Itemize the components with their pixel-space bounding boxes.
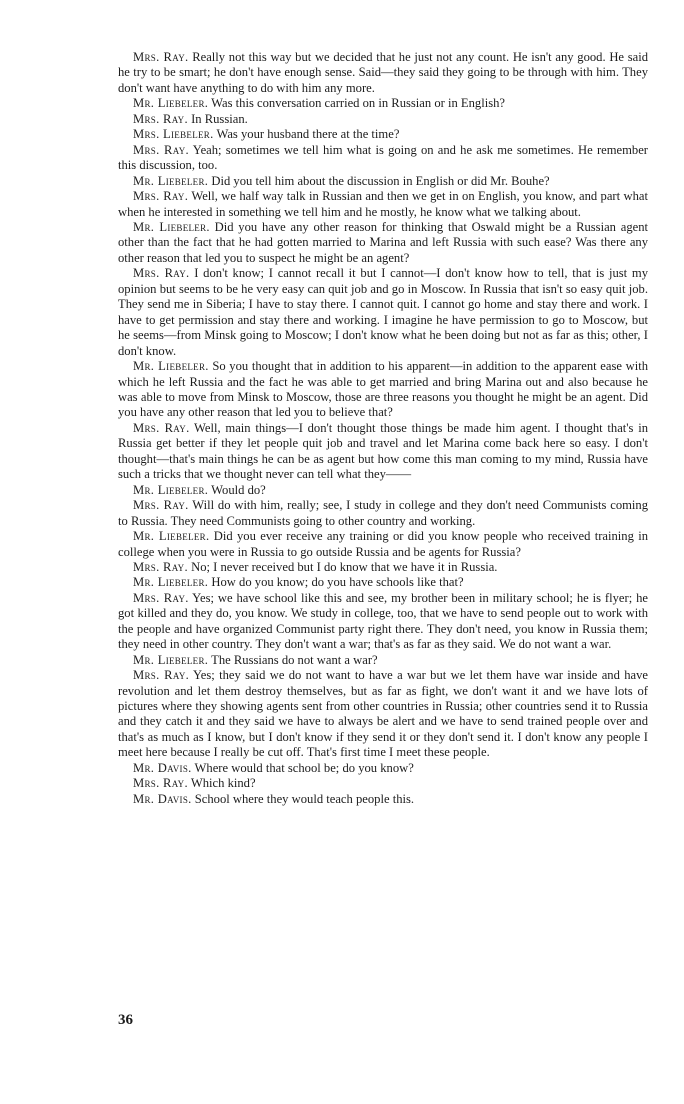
testimony-paragraph [118, 498, 648, 529]
speaker-name: Mr. Liebeler. [133, 359, 209, 374]
paragraph-text: How do you know; do you have schools like that? [211, 575, 464, 590]
speaker-name: Mr. Liebeler. [133, 575, 209, 590]
testimony-paragraph [118, 483, 648, 498]
testimony-paragraph [118, 421, 648, 483]
paragraph-text: School where they would teach people this. [194, 791, 415, 806]
speaker-name: Mrs. Ray. [133, 420, 190, 435]
paragraph-text: Really not this way but we decided that he just not any count. He isn't any good. He said he try to be smart; he don't have enough sense. Said—they said they going to be through with him. They don't want have anything to do with him any more. [118, 50, 648, 95]
speaker-name: Mr. Liebeler. [133, 482, 209, 497]
speaker-name: Mr. Liebeler. [133, 173, 209, 188]
testimony-paragraph [118, 266, 648, 359]
testimony-paragraph [118, 653, 648, 668]
paragraph-text: So you thought that in addition to his apparent—in addition to the apparent ease with which he left Russia and the fact he was able to get married and bring Marina out and also because he was able to move from Minsk to Moscow, those are three reasons you thought he might be an agent. Did you have any other reason that led you to believe that? [118, 359, 649, 420]
testimony-paragraph [118, 50, 648, 96]
testimony-paragraph [118, 220, 648, 266]
paragraph-text: I don't know; I cannot recall it but I cannot—I don't know how to tell, that is just my opinion but seems to be he very easy can quit job and go in Moscow. In Russia that isn't so easy quit job. They send me in Siberia; I have to stay there. I cannot quit. I cannot go home and stay there and work. I have to get permission and stay there and working. I imagine he have permission to go to Moscow, but he seems—from Minsk going to Moscow; I don't know what he been doing but not as far as this; other, I don't know. [118, 266, 648, 358]
paragraph-text: Which kind? [190, 776, 256, 791]
testimony-paragraph [118, 776, 648, 791]
paragraph-text: Yeah; sometimes we tell him what is going on and he ask me sometimes. He remember this discussion, too. [118, 142, 648, 173]
paragraph-text: Will do with him, really; see, I study in college and they don't need Communists coming to Russia. They need Communists going to other country and working. [118, 498, 649, 528]
testimony-paragraph [118, 591, 648, 653]
speaker-name: Mr. Davis. [133, 760, 192, 775]
testimony-paragraph [118, 96, 648, 111]
speaker-name: Mrs. Ray. [133, 559, 188, 574]
speaker-name: Mrs. Ray. [133, 111, 188, 126]
paragraph-text: Yes; they said we do not want to have a war but we let them have war inside and have revolution and let them destroy themselves, but as far as fight, we don't want it and we have lots of pictures where they showing agents sent from other countries in Russia; other countries send it to Russia and they catch it and they said we have to always be alert and we have to send trained people over and that's as much as I know, but I don't know if they send it or they don't send it. I don't know any people I meet here because I really be cut off. That's first time I meet these people. [118, 668, 648, 760]
testimony-paragraph [118, 575, 648, 590]
testimony-paragraph [118, 529, 648, 560]
speaker-name: Mr. Liebeler. [133, 652, 209, 667]
paragraph-text: Did you ever receive any training or did you know people who received training in college when you were in Russia to go outside Russia and be agents for Russia? [118, 529, 649, 559]
speaker-name: Mr. Davis. [133, 791, 192, 806]
page-number: 36 [118, 1012, 133, 1028]
paragraph-text: Where would that school be; do you know? [194, 760, 414, 775]
speaker-name: Mrs. Ray. [133, 189, 189, 204]
speaker-name: Mr. Liebeler. [133, 96, 209, 111]
testimony-paragraph [118, 668, 648, 761]
testimony-paragraph [118, 112, 648, 127]
paragraph-text: No; I never received but I do know that we have it in Russia. [191, 559, 498, 574]
paragraph-text: In Russian. [191, 111, 248, 126]
speaker-name: Mrs. Ray. [133, 668, 190, 683]
paragraph-text: Did you have any other reason for thinking that Oswald might be a Russian agent other than the fact that he had gotten married to Marina and left Russia with such ease? Was there any other reason that led you to suspect he might be an agent? [118, 219, 648, 265]
paragraph-text: Was your husband there at the time? [216, 127, 400, 142]
speaker-name: Mrs. Ray. [133, 50, 189, 64]
document-body [118, 50, 648, 807]
testimony-paragraph [118, 359, 648, 421]
speaker-name: Mrs. Ray. [133, 266, 190, 281]
testimony-paragraph [118, 189, 648, 220]
paragraph-text: The Russians do not want a war? [211, 652, 378, 667]
testimony-paragraph [118, 560, 648, 575]
testimony-paragraph [118, 761, 648, 776]
paragraph-text: Was this conversation carried on in Russian or in English? [211, 96, 505, 111]
paragraph-text: Well, we half way talk in Russian and then we get in on English, you know, and part what when he interested in something we tell him and he mostly, he know what we talking about. [118, 189, 648, 219]
paragraph-text: Would do? [211, 482, 266, 497]
speaker-name: Mrs. Liebeler. [133, 127, 214, 142]
paragraph-text: Yes; we have school like this and see, my brother been in military school; he is flyer; he got killed and they do, you know. We study in college, too, that we have to send people out to work with the people and have organized Communist party right there. They don't need, you know in Russia them; they need in other country. They don't want a war; that's as far as they said. We do not want a war. [118, 590, 648, 652]
testimony-paragraph [118, 143, 648, 174]
paragraph-text: Did you tell him about the discussion in English or did Mr. Bouhe? [211, 173, 550, 188]
speaker-name: Mrs. Ray. [133, 590, 189, 605]
speaker-name: Mr. Liebeler. [133, 219, 210, 234]
testimony-paragraph [118, 127, 648, 142]
testimony-paragraph [118, 792, 648, 807]
testimony-paragraph [118, 174, 648, 189]
paragraph-text: Well, main things—I don't thought those things be made him agent. I thought that's in Russia get better if they let people quit job and travel and let Marina come back here so easy. I don't thought—that's main things he can be as agent but how come this man coming to my mind, Russia have such a tricks that we thought never can tell what they—— [118, 420, 648, 482]
speaker-name: Mr. Liebeler. [133, 529, 210, 544]
speaker-name: Mrs. Ray. [133, 776, 188, 791]
speaker-name: Mrs. Ray. [133, 142, 189, 157]
speaker-name: Mrs. Ray. [133, 498, 189, 513]
